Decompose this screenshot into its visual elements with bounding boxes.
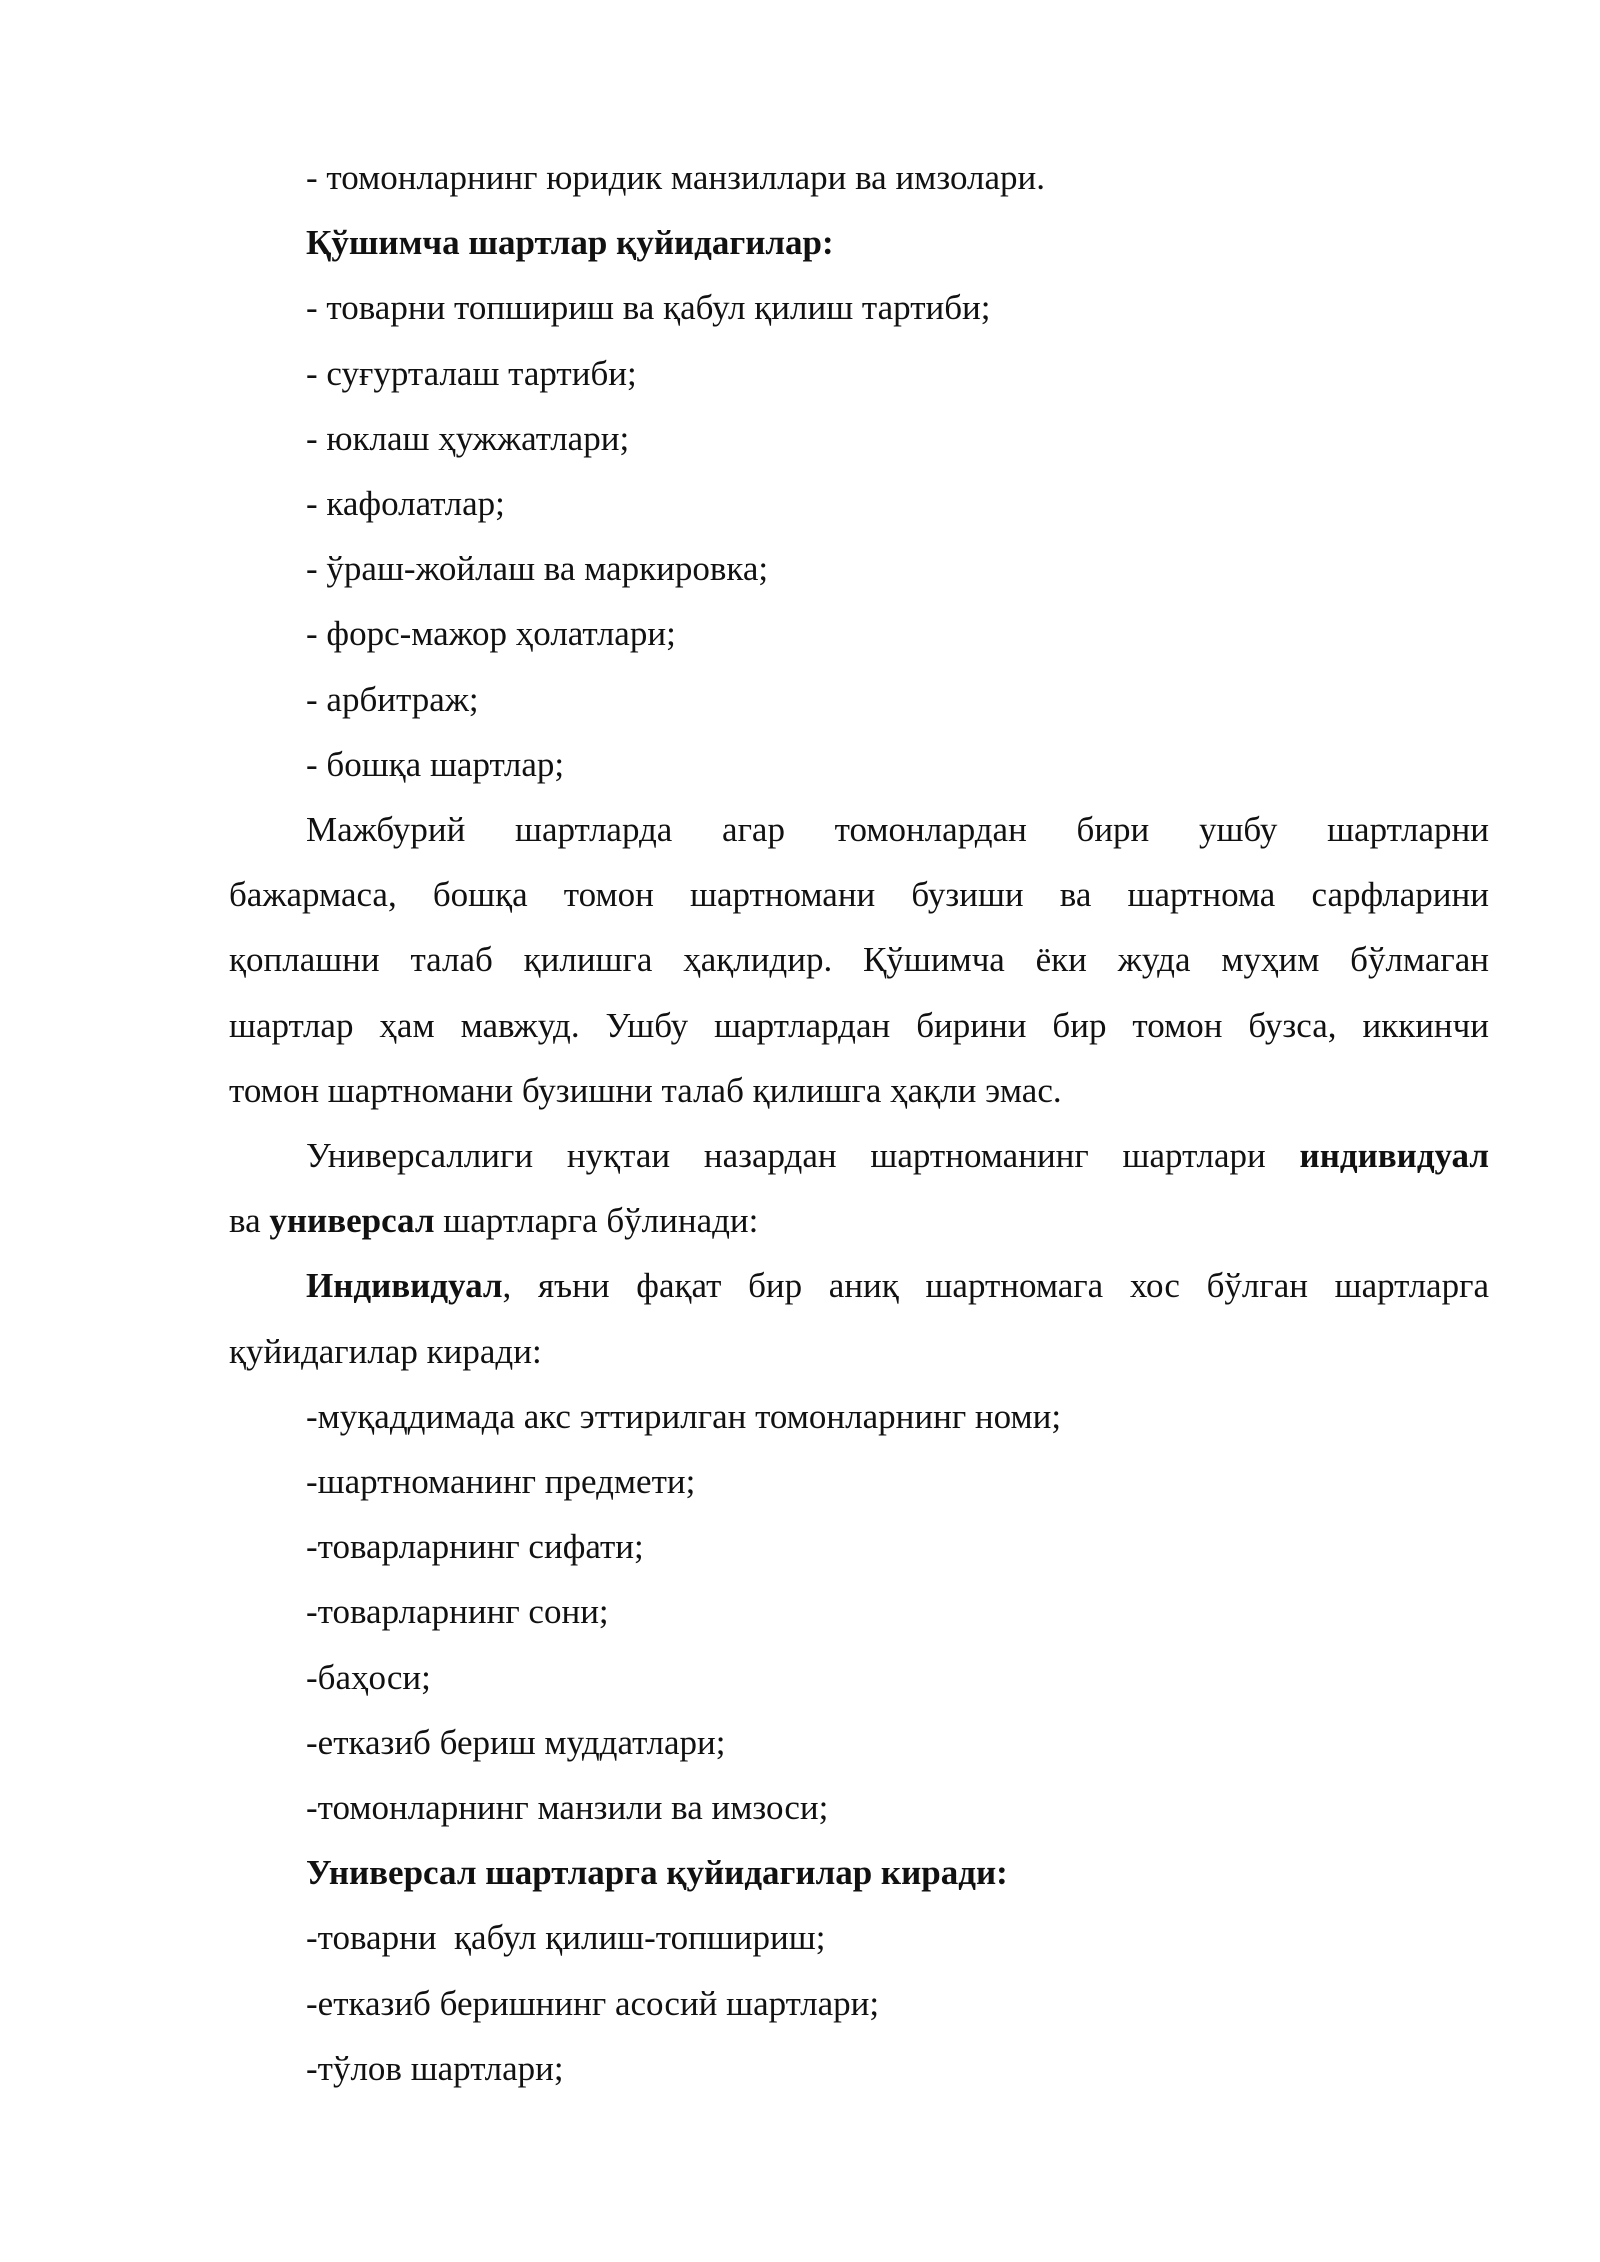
term-individual: индивидуал — [1299, 1136, 1490, 1176]
section-heading-universal-terms: Универсал шартларга қуйидагилар киради: — [306, 1853, 1008, 1893]
paragraph-text: , яъни фақат бир аниқ шартномага хос бўлган шартларга — [502, 1266, 1489, 1306]
list-item: -тўлов шартлари; — [306, 2048, 564, 2088]
list-item: -етказиб бериш муддатлари; — [306, 1722, 726, 1762]
list-item: - форс-мажор ҳолатлари; — [306, 614, 676, 654]
list-item: - ўраш-жойлаш ва маркировка; — [306, 549, 769, 589]
paragraph-line: томон шартномани бузишни талаб қилишга ҳақли эмас. — [229, 1070, 1062, 1110]
paragraph-line: қоплашни талаб қилишга ҳақлидир. Қўшимча ёки жуда муҳим бўлмаган — [229, 940, 1489, 980]
list-item: -товарларнинг сони; — [306, 1592, 609, 1632]
paragraph-text: шартларга бўлинади: — [443, 1201, 759, 1241]
list-item: - томонларнинг юридик манзиллари ва имзолари. — [306, 158, 1045, 197]
list-item: - товарни топшириш ва қабул қилиш тартиби; — [306, 288, 991, 328]
paragraph-line — [229, 1253, 1489, 1318]
paragraph-line: қуйидагилар киради: — [229, 1331, 542, 1371]
list-item: -баҳоси; — [306, 1657, 431, 1697]
list-item: -шартноманинг предмети; — [306, 1462, 696, 1502]
term-individual-heading: Индивидуал — [306, 1266, 503, 1306]
paragraph-line — [229, 1188, 1489, 1253]
list-item: -муқаддимада акс эттирилган томонларнинг номи; — [306, 1396, 1062, 1436]
paragraph-line: бажармаса, бошқа томон шартномани бузиши ва шартнома сарфларини — [229, 875, 1489, 915]
list-item: - кафолатлар; — [306, 484, 505, 524]
paragraph-line — [229, 1123, 1489, 1188]
list-item: -товарни қабул қилиш-топшириш; — [306, 1918, 826, 1958]
list-item: - арбитраж; — [306, 679, 479, 719]
document-body — [229, 145, 1489, 2101]
paragraph-line: шартлар ҳам мавжуд. Ушбу шартлардан бирини бир томон бузса, иккинчи — [229, 1005, 1489, 1045]
paragraph-line: Мажбурий шартларда агар томонлардан бири ушбу шартларни — [306, 810, 1489, 850]
paragraph-text: ва — [229, 1201, 261, 1241]
list-item: -етказиб беришнинг асосий шартлари; — [306, 1983, 880, 2023]
list-item: - юклаш ҳужжатлари; — [306, 418, 630, 458]
list-item: - суғурталаш тартиби; — [306, 353, 637, 393]
term-universal: универсал — [269, 1201, 435, 1241]
list-item: -товарларнинг сифати; — [306, 1527, 644, 1567]
paragraph-universality — [229, 1123, 1489, 1253]
section-heading-additional-terms: Қўшимча шартлар қуйидагилар: — [306, 223, 834, 263]
paragraph-individual — [229, 1253, 1489, 1383]
list-item: -томонларнинг манзили ва имзоси; — [306, 1788, 829, 1828]
paragraph-obligatory-terms — [229, 797, 1489, 1123]
paragraph-text: Универсаллиги нуқтаи назардан шартноманинг шартлари — [306, 1136, 1266, 1176]
list-item: - бошқа шартлар; — [306, 744, 565, 784]
